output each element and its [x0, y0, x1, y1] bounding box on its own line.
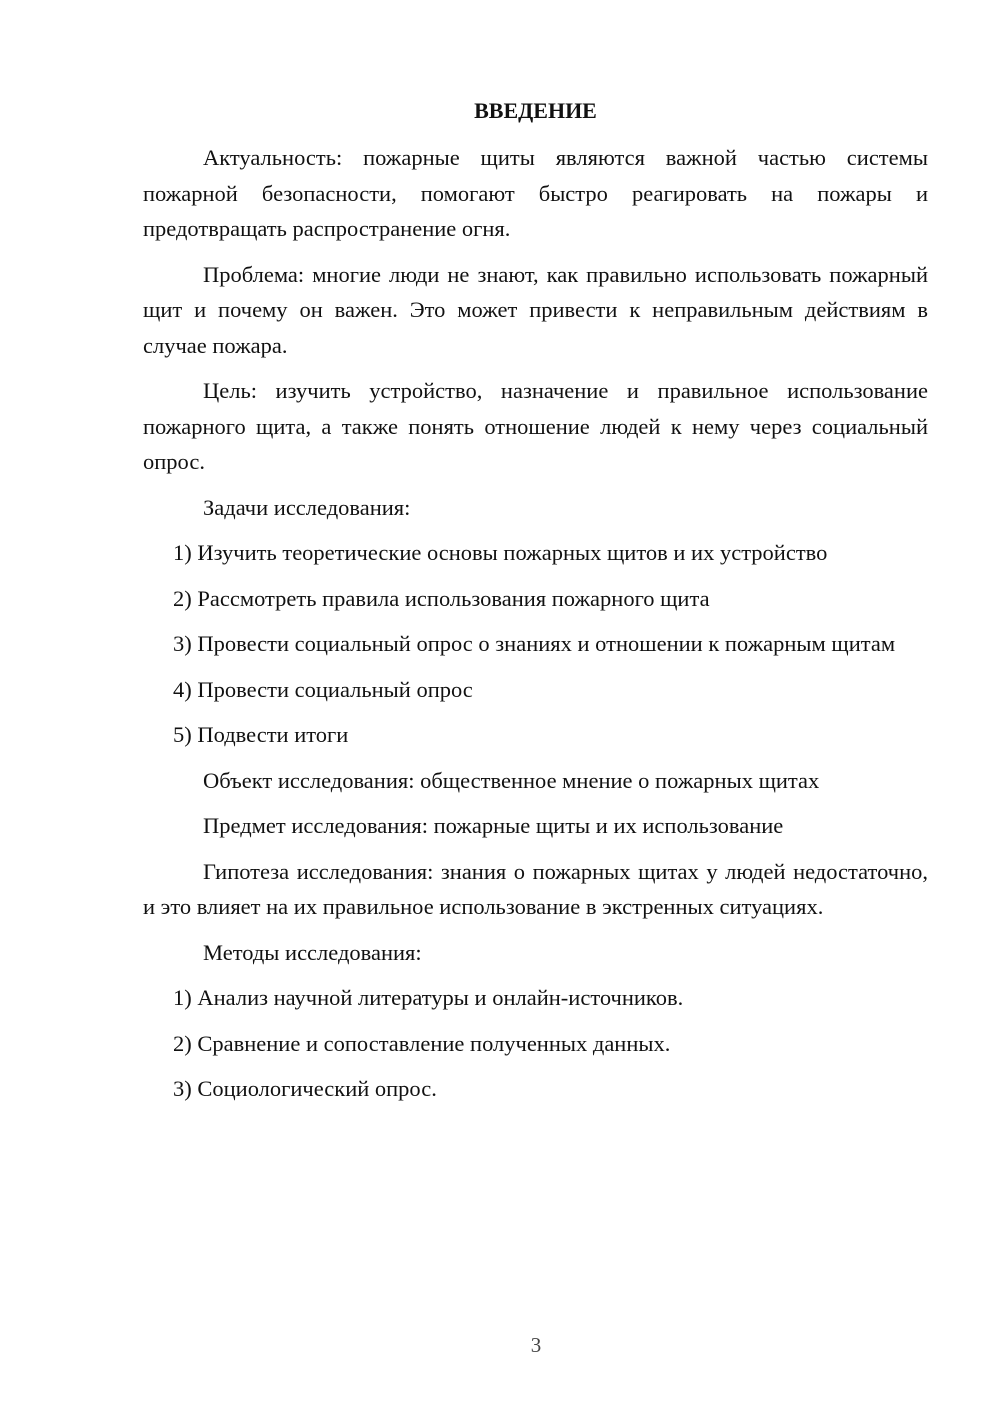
method-item-3: 3) Социологический опрос. [173, 1076, 437, 1101]
paragraph-problem: Проблема: многие люди не знают, как правильно использовать пожарный щит и почему он важен. Это может привести к неправильным действиям в случае пожара. [143, 261, 928, 358]
paragraph-relevance: Актуальность: пожарные щиты являются важной частью системы пожарной безопасности, помогают быстро реагировать на пожары и предотвращать распространение огня. [143, 145, 928, 241]
method-item-2: 2) Сравнение и сопоставление полученных данных. [173, 1030, 671, 1056]
page-number: 3 [530, 1333, 542, 1357]
task-item-3: 3) Провести социальный опрос о знаниях и отношении к пожарным щитам [173, 631, 896, 656]
paragraph-object: Объект исследования: общественное мнение о пожарных щитах [203, 767, 820, 793]
document-page [143, 94, 928, 1117]
task-item-5: 5) Подвести итоги [173, 722, 349, 747]
methods-heading: Методы исследования: [203, 939, 422, 965]
paragraph-hypothesis: Гипотеза исследования: знания о пожарных щитах у людей недостаточно, и это влияет на их правильное использование в экстренных ситуациях. [143, 858, 928, 919]
paragraph-subject: Предмет исследования: пожарные щиты и их использование [203, 813, 784, 838]
task-item-1: 1) Изучить теоретические основы пожарных щитов и их устройство [173, 540, 828, 565]
method-item-1: 1) Анализ научной литературы и онлайн-источников. [173, 985, 684, 1010]
section-title: ВВЕДЕНИЕ [474, 98, 597, 123]
tasks-heading: Задачи исследования: [203, 494, 411, 520]
paragraph-goal: Цель: изучить устройство, назначение и правильное использование пожарного щита, а также понять отношение людей к нему через социальный опрос. [143, 378, 928, 474]
task-item-2: 2) Рассмотреть правила использования пожарного щита [173, 585, 710, 611]
task-item-4: 4) Провести социальный опрос [173, 676, 473, 702]
